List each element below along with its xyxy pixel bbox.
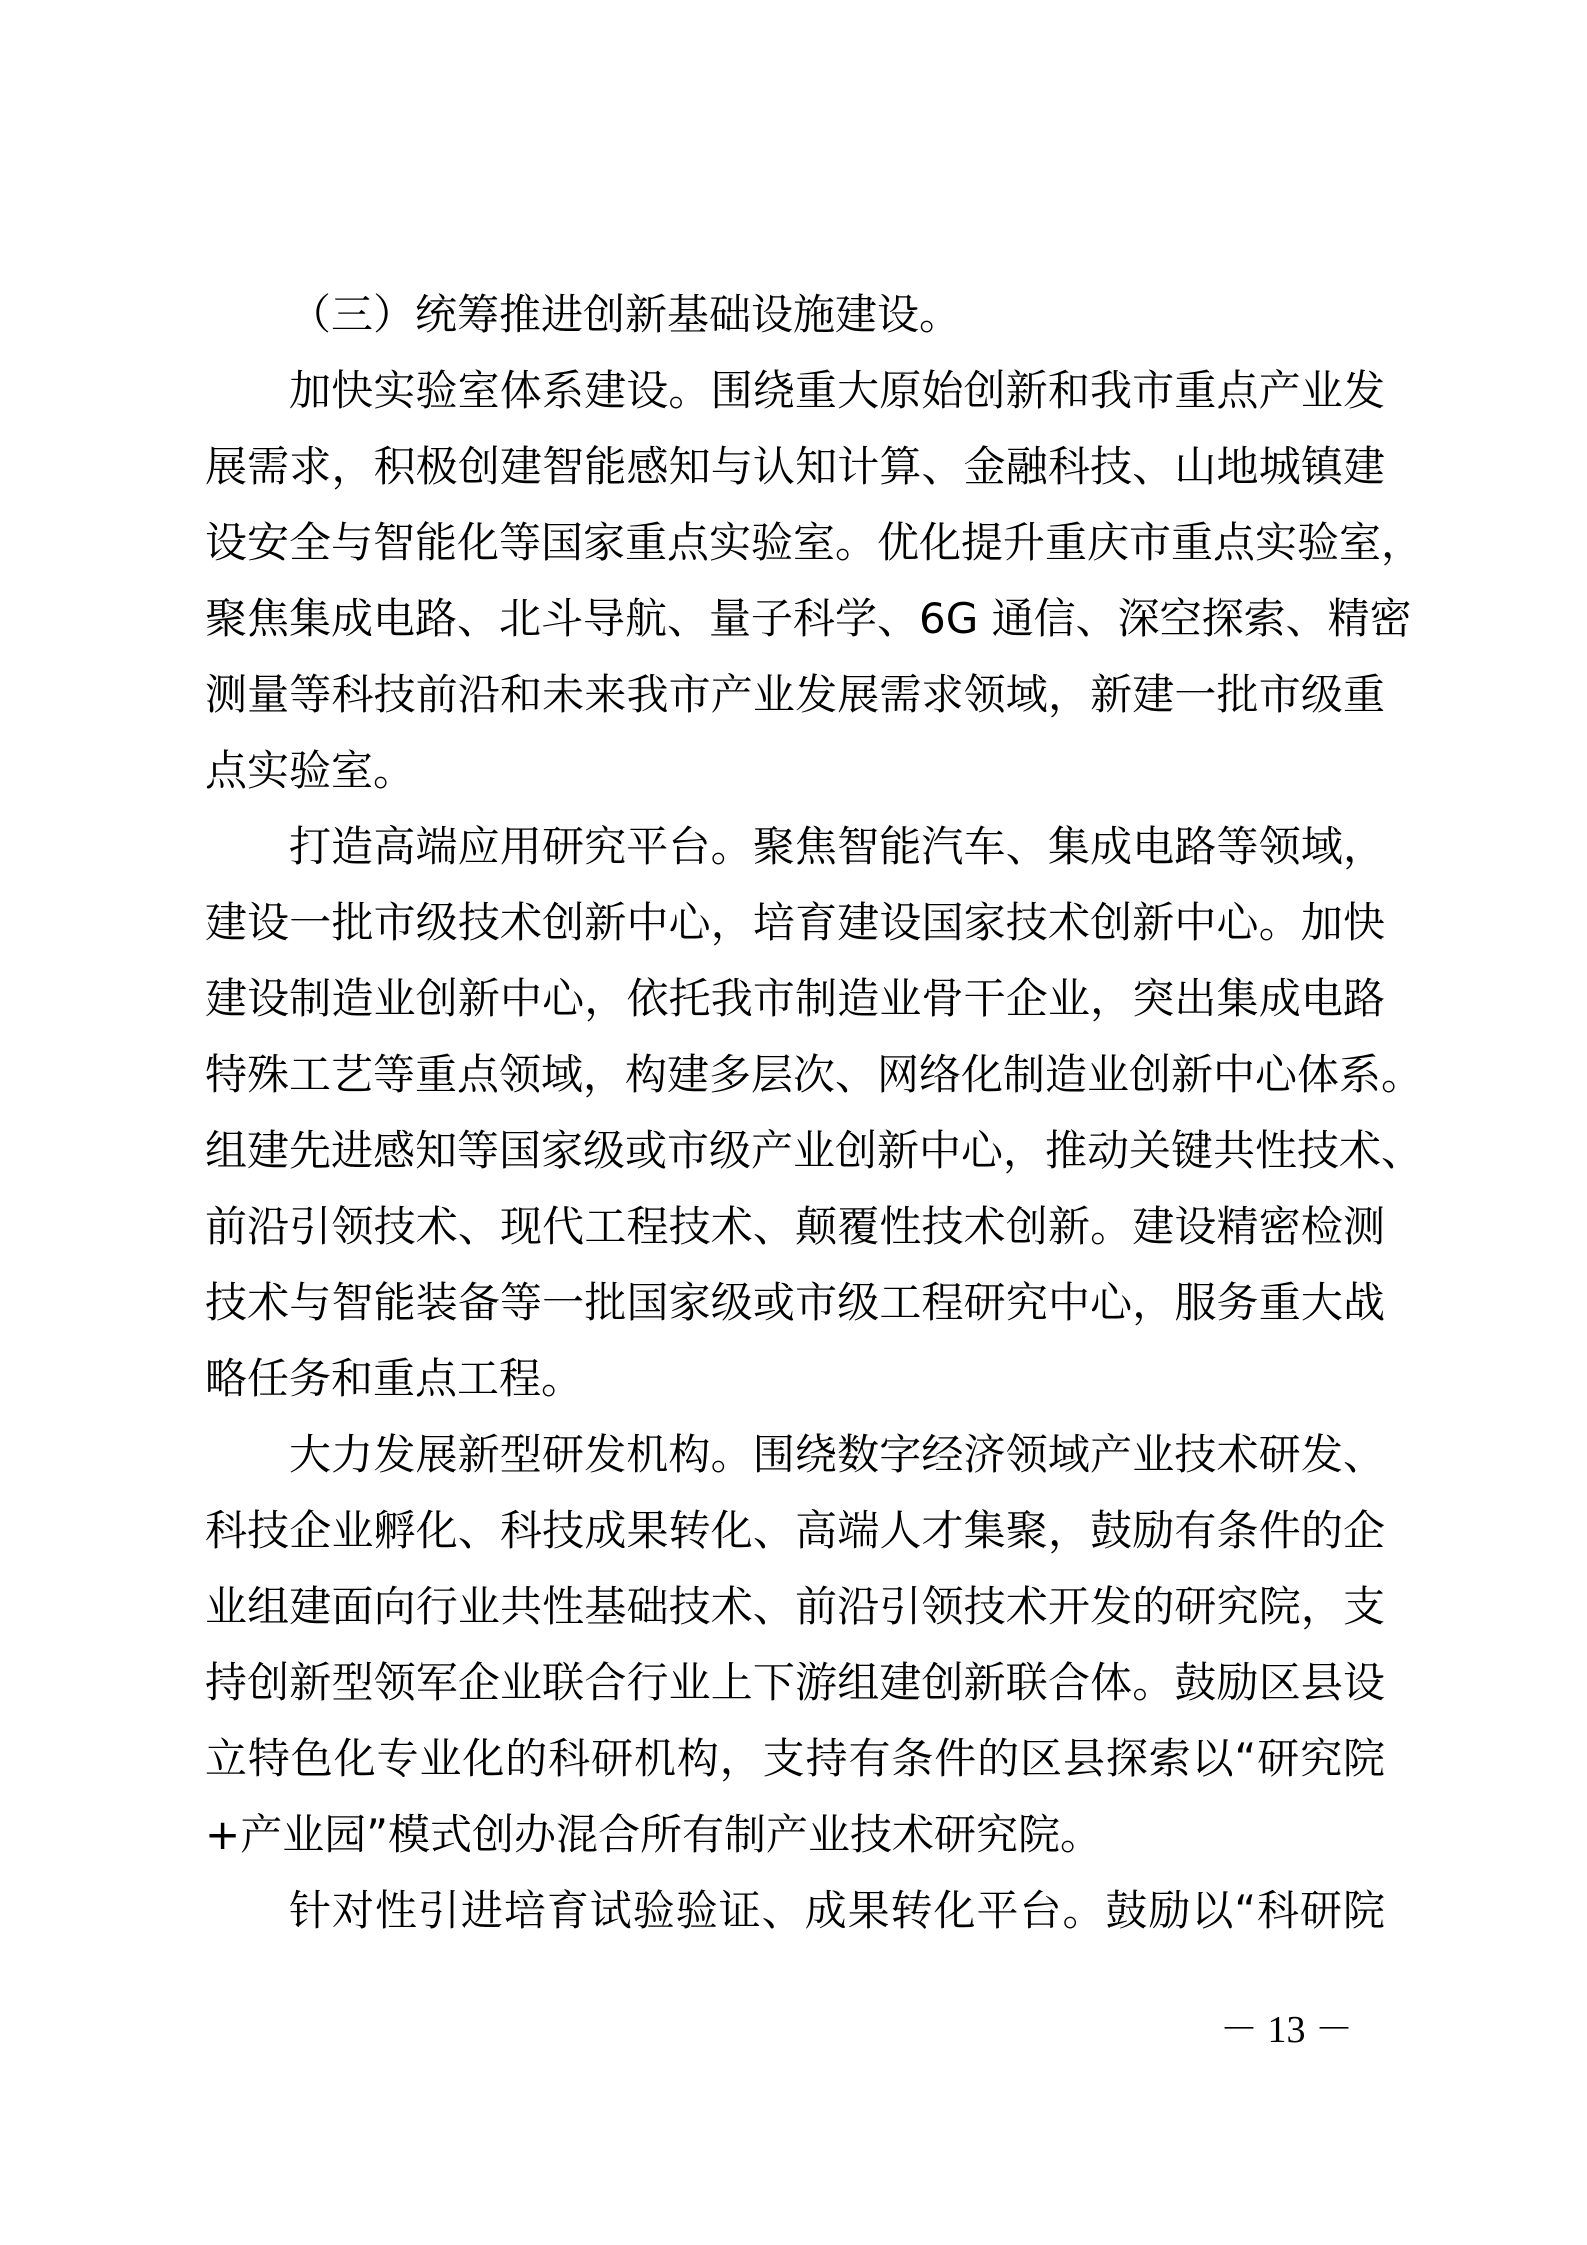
paragraph-line: 建设制造业创新中心，依托我市制造业骨干企业，突出集成电路 (205, 974, 1385, 1023)
paragraph-line: 聚焦集成电路、北斗导航、量子科学、6G 通信、深空探索、精密 (205, 594, 1412, 643)
paragraph-line: 针对性引进培育试验验证、成果转化平台。鼓励以“科研院 (289, 1886, 1385, 1935)
paragraph-line: 加快实验室体系建设。围绕重大原始创新和我市重点产业发 (289, 366, 1385, 415)
paragraph-line: 前沿引领技术、现代工程技术、颠覆性技术创新。建设精密检测 (205, 1202, 1385, 1251)
paragraph-line: 大力发展新型研发机构。围绕数字经济领域产业技术研发、 (289, 1430, 1385, 1479)
paragraph-line: 展需求，积极创建智能感知与认知计算、金融科技、山地城镇建 (205, 442, 1385, 491)
paragraph-line: 技术与智能装备等一批国家级或市级工程研究中心，服务重大战 (205, 1278, 1385, 1327)
page-number: － 13 － (1220, 2009, 1354, 2051)
paragraph-line: 业组建面向行业共性基础技术、前沿引领技术开发的研究院，支 (205, 1582, 1385, 1631)
paragraph-line: 略任务和重点工程。 (205, 1354, 584, 1403)
paragraph-line: 设安全与智能化等国家重点实验室。优化提升重庆市重点实验室， (205, 518, 1424, 567)
paragraph-line: 持创新型领军企业联合行业上下游组建创新联合体。鼓励区县设 (205, 1658, 1385, 1707)
paragraph-line: 点实验室。 (205, 746, 416, 795)
paragraph-line: 特殊工艺等重点领域，构建多层次、网络化制造业创新中心体系。 (205, 1050, 1424, 1099)
body-text (205, 277, 1424, 1949)
paragraph-line: 组建先进感知等国家级或市级产业创新中心，推动关键共性技术、 (205, 1126, 1424, 1175)
paragraph-line: 科技企业孵化、科技成果转化、高端人才集聚，鼓励有条件的企 (205, 1506, 1385, 1555)
paragraph-line: 立特色化专业化的科研机构，支持有条件的区县探索以“研究院 (205, 1734, 1385, 1783)
paragraph-line: +产业园”模式创办混合所有制产业技术研究院。 (205, 1810, 1102, 1859)
paragraph-line: 打造高端应用研究平台。聚焦智能汽车、集成电路等领域， (289, 822, 1385, 871)
section-heading: （三）统筹推进创新基础设施建设。 (289, 290, 962, 339)
paragraph-line: 测量等科技前沿和未来我市产业发展需求领域，新建一批市级重 (205, 670, 1385, 719)
paragraph-line: 建设一批市级技术创新中心，培育建设国家技术创新中心。加快 (205, 898, 1385, 947)
